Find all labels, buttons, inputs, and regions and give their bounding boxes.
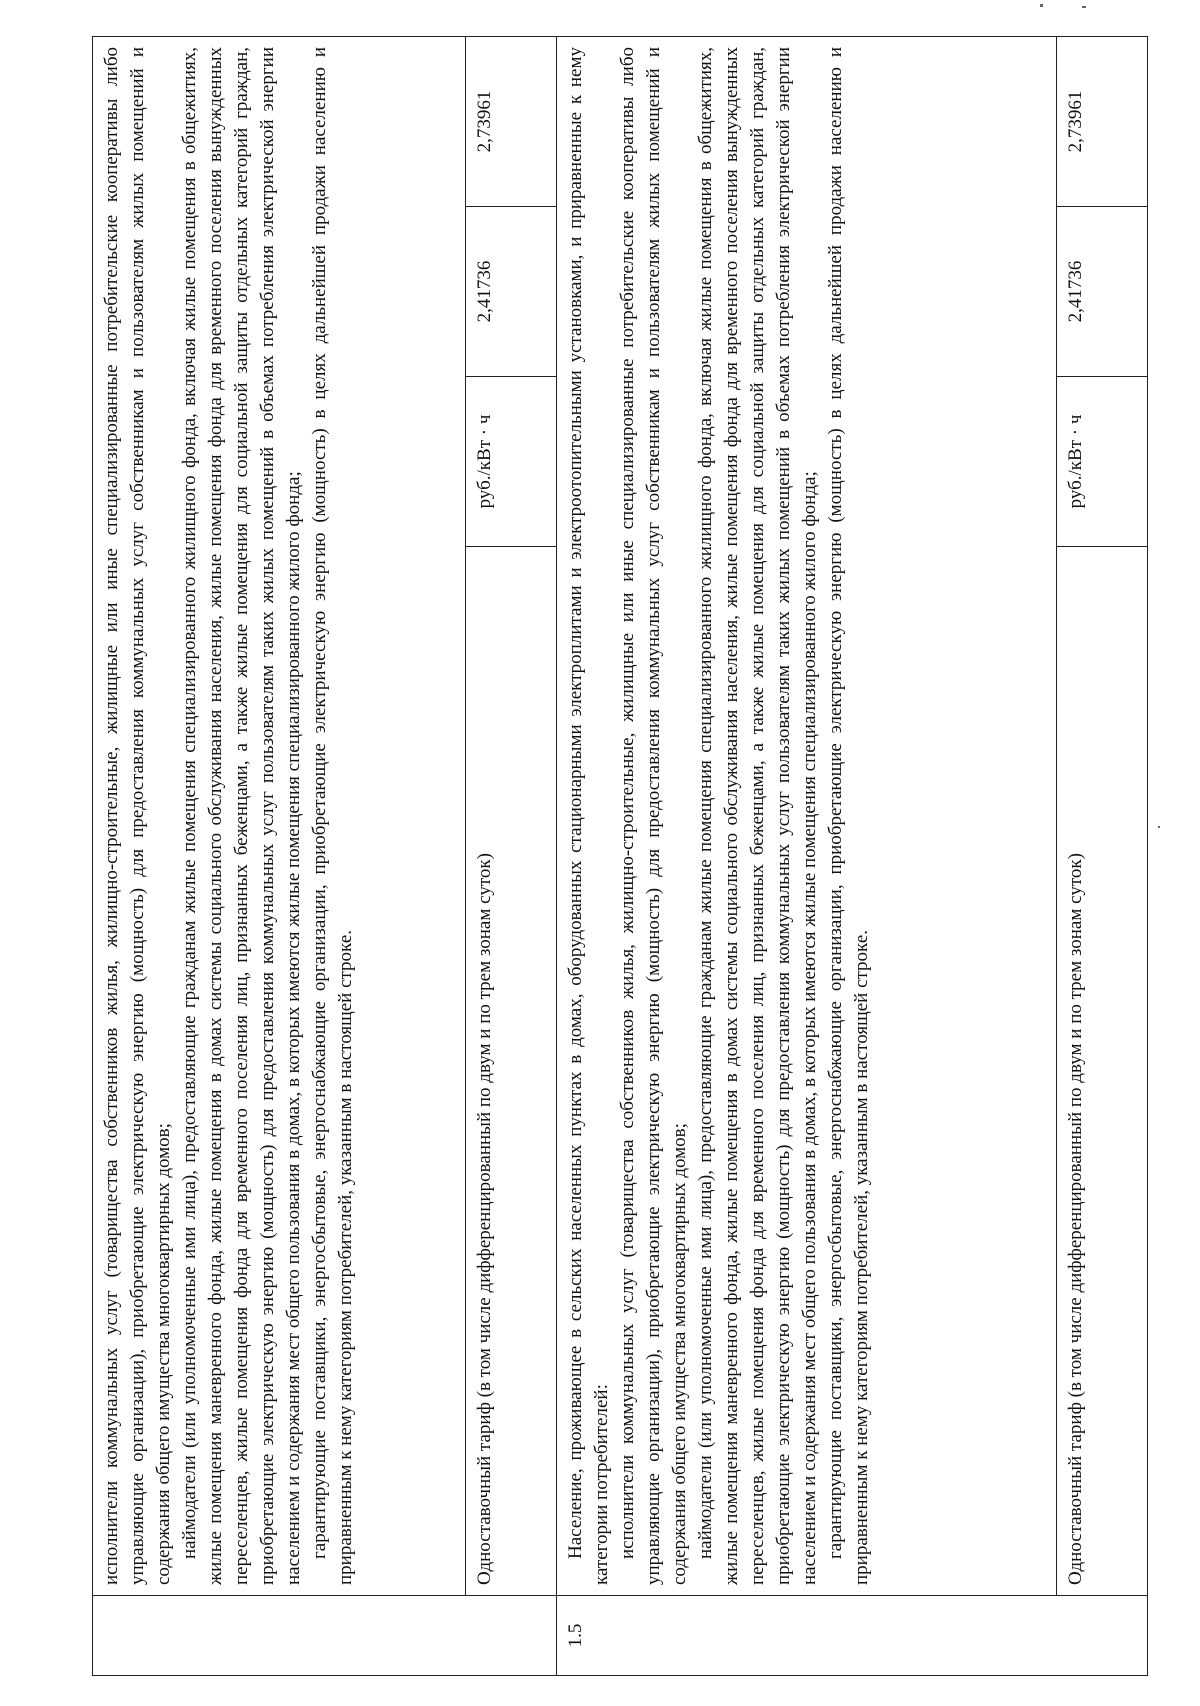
row-description [556, 37, 1057, 1596]
table-row [556, 37, 1057, 1676]
tariff-label: Одноставочный тариф (в том числе дифференцированный по двум и по трем зонам суток) [465, 547, 556, 1596]
row-number: 1.5 [556, 1596, 1147, 1676]
paragraph: гарантирующие поставщики, энергосбытовые, энергоснабжающие организации, приобретающие электрическую энергию (мощность) в целях дальнейшей продажи населению и приравненным к нему категориям потребителей, указанным в настоящей строке. [824, 47, 872, 1585]
row-number [93, 1596, 557, 1676]
table-row [93, 37, 466, 1676]
scan-speck [1158, 826, 1160, 828]
tariff-value-first-half: 2,41736 [465, 207, 556, 377]
table-row [465, 37, 556, 1676]
paragraph: исполнители коммунальных услуг (товарищества собственников жилья, жилищно-строительные, жилищные или иные специализированные потребительские кооперативы либо управляющие организации), приобретающие электрическую энергию (мощность) для предоставления коммунальных услуг собственникам и пользователям жилых помещений и содержания общего имущества многоквартирных домов; [616, 47, 690, 1585]
paragraph: наймодатели (или уполномоченные ими лица), предоставляющие гражданам жилые помещения специализированного жилищного фонда, включая жилые помещения в общежитиях, жилые помещения маневренного фонда, жилые помещения в домах системы социального обслуживания населения, жилые помещения фонда для временного поселения вынужденных переселенцев, жилые помещения фонда для временного поселения лиц, признанных беженцами, а также жилые помещения для социальной защиты отдельных категорий граждан, приобретающие электрическую энергию (мощность) для предоставления коммунальных услуг пользователям таких жилых помещений в объемах потребления электрической энергии населением и содержания мест общего пользования в домах, в которых имеются жилые помещения специализированного жилого фонда; [694, 47, 820, 1585]
tariff-table [92, 36, 1148, 1676]
table-row [1057, 37, 1148, 1676]
tariff-value-first-half: 2,41736 [1057, 207, 1148, 377]
paragraph: гарантирующие поставщики, энергосбытовые, энергоснабжающие организации, приобретающие электрическую энергию (мощность) в целях дальнейшей продажи населению и приравненным к нему категориям потребителей, указанным в настоящей строке. [309, 47, 356, 1585]
rotated-tariff-page [92, 36, 1148, 1676]
tariff-value-second-half: 2,73961 [465, 37, 556, 207]
scan-speck [1040, 4, 1043, 7]
paragraph: Население, проживающее в сельских населенных пунктах в домах, оборудованных стационарными электроплитами и электроотопительными установками, и приравненные к нему категории потребителей: [564, 47, 612, 1585]
tariff-value-second-half: 2,73961 [1057, 37, 1148, 207]
scan-speck [1082, 6, 1086, 8]
unit-cell: руб./кВт · ч [465, 377, 556, 547]
paragraph: наймодатели (или уполномоченные ими лица), предоставляющие гражданам жилые помещения специализированного жилищного фонда, включая жилые помещения в общежитиях, жилые помещения маневренного фонда, жилые помещения в домах системы социального обслуживания населения, жилые помещения фонда для временного поселения вынужденных переселенцев, жилые помещения фонда для временного поселения лиц, признанных беженцами, а также жилые помещения для социальной защиты отдельных категорий граждан, приобретающие электрическую энергию (мощность) для предоставления коммунальных услуг пользователям таких жилых помещений в объемах потребления электрической энергии населением и содержания мест общего пользования в домах, в которых имеются жилые помещения специализированного жилого фонда; [179, 47, 304, 1585]
row-description [93, 37, 466, 1596]
paragraph: исполнители коммунальных услуг (товарищества собственников жилья, жилищно-строительные, жилищные или иные специализированные потребительские кооперативы либо управляющие организации), приобретающие электрическую энергию (мощность) для предоставления коммунальных услуг собственникам и пользователям жилых помещений и содержания общего имущества многоквартирных домов; [101, 47, 174, 1585]
unit-cell: руб./кВт · ч [1057, 377, 1148, 547]
tariff-label: Одноставочный тариф (в том числе дифференцированный по двум и по трем зонам суток) [1057, 547, 1148, 1596]
